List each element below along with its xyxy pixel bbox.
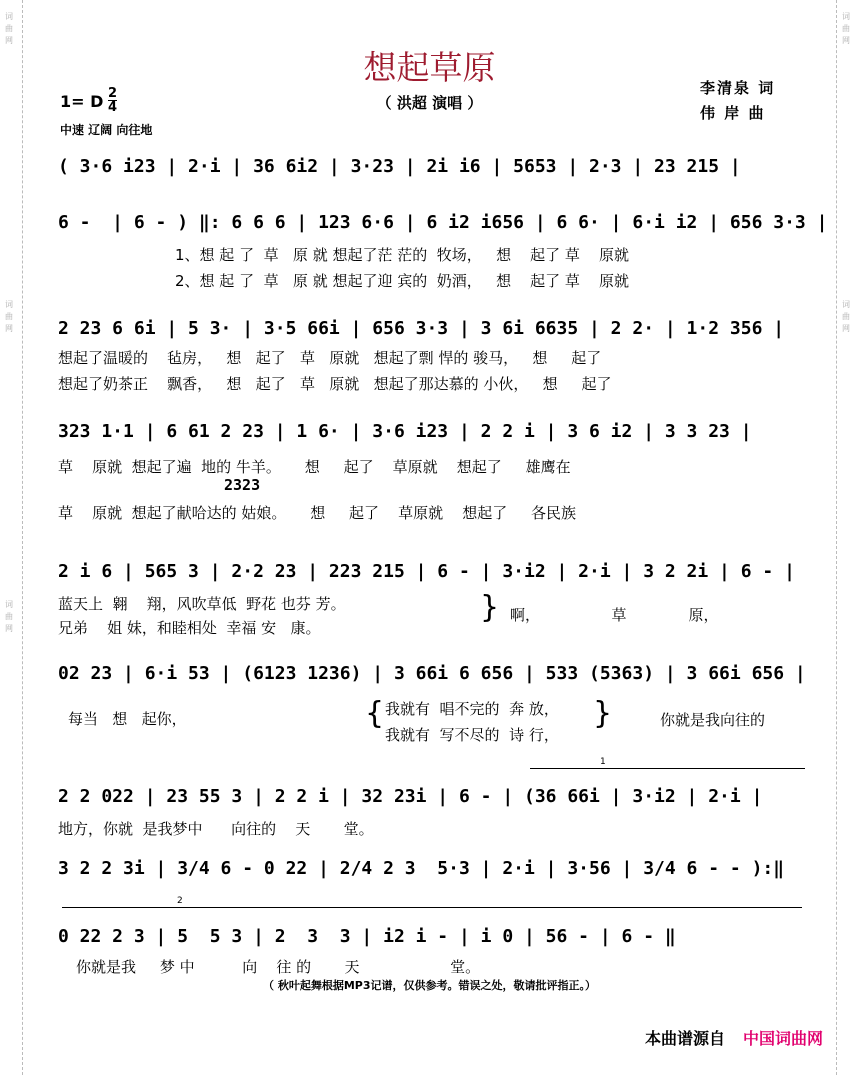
lyricist: 李清泉 词 — [700, 79, 776, 97]
right-margin-watermark — [836, 0, 859, 1075]
lyric-line-6d: 你就是我向往的 — [660, 711, 766, 729]
source-label: 本曲谱源自 — [644, 1029, 725, 1048]
watermark-char: 曲 — [842, 24, 850, 33]
watermark-char: 词 — [842, 300, 850, 309]
lyric-line-5c: 啊， 草 原， — [510, 606, 719, 624]
performer: （ 洪超 演唱 ） — [376, 94, 483, 112]
lyric-line-5b: 兄弟 姐 妹，和睦相处 幸福 安 康。 — [58, 619, 321, 637]
score-line-9: 0 22 2 3 | 5 5 3 | 2 3 3 | i2 i - | i 0 | 56 - | 6 - ‖ — [58, 926, 676, 947]
time-bottom: 4 — [108, 100, 118, 115]
tempo-marking: 中速 辽阔 向往地 — [60, 123, 153, 137]
site-link[interactable]: 中国词曲网 — [742, 1029, 823, 1048]
alt-notes: 2323 — [224, 476, 261, 494]
watermark-char: 词 — [5, 600, 13, 609]
score-line-4: 323 1·1 | 6 61 2 23 | 1 6· | 3·6 i23 | 2 2 i | 3 6 i2 | 3 3 23 | — [58, 421, 752, 442]
lyric-line-3b: 想起了奶茶正 飘香， 想 起了 草 原就 想起了那达慕的 小伙， 想 起了 — [58, 375, 612, 393]
composer: 伟 岸 曲 — [700, 104, 766, 122]
lyric-line-5a: 蓝天上 翱 翔，风吹草低 野花 也芬 芳。 — [58, 595, 346, 613]
watermark-char: 词 — [5, 300, 13, 309]
first-ending — [530, 757, 805, 779]
score-line-3: 2 23 6 6i | 5 3· | 3·5 66i | 656 3·3 | 3 6i 6635 | 2 2· | 1·2 356 | — [58, 318, 785, 339]
watermark-char: 网 — [5, 324, 13, 333]
watermark-char: 网 — [842, 324, 850, 333]
volta-number: 1 — [600, 757, 606, 767]
transcription-note: （ 秋叶起舞根据MP3记谱，仅供参考。错误之处，敬请批评指正。） — [263, 979, 596, 992]
lyric-line-6b: 我就有 唱不完的 奔 放， — [385, 700, 559, 718]
watermark-char: 曲 — [842, 312, 850, 321]
brace: } — [480, 590, 500, 625]
watermark-char: 曲 — [5, 312, 13, 321]
score-line-5: 2 i 6 | 565 3 | 2·2 23 | 223 215 | 6 - | 3·i2 | 2·i | 3 2 2i | 6 - | — [58, 561, 795, 582]
brace: { — [365, 696, 385, 731]
lyric-line-4b: 草 原就 想起了献哈达的 姑娘。 想 起了 草原就 想起了 各民族 — [58, 504, 577, 522]
score-line-6: 02 23 | 6·i 53 | (6123 1236) | 3 66i 6 656 | 533 (5363) | 3 66i 656 | — [58, 663, 806, 684]
score-line-8: 3 2 2 3i | 3/4 6 - 0 22 | 2/4 2 3 5·3 | 2·i | 3·56 | 3/4 6 - - ):‖ — [58, 858, 785, 879]
watermark-char: 网 — [5, 624, 13, 633]
score-line-1: ( 3·6 i23 | 2·i | 36 6i2 | 3·23 | 2i i6 | 5653 | 2·3 | 23 215 | — [58, 156, 741, 177]
watermark-char: 网 — [5, 36, 13, 45]
lyric-line-4a: 草 原就 想起了遍 地的 牛羊。 想 起了 草原就 想起了 雄鹰在 — [58, 458, 571, 476]
lyric-line-6c: 我就有 写不尽的 诗 行， — [385, 726, 559, 744]
lyric-line-7: 地方，你就 是我梦中 向往的 天 堂。 — [58, 820, 374, 838]
time-top: 2 — [108, 86, 118, 101]
score-line-7: 2 2 022 | 23 55 3 | 2 2 i | 32 23i | 6 - | (36 66i | 3·i2 | 2·i | — [58, 786, 763, 807]
time-signature — [108, 87, 117, 114]
lyric-line-6a: 每当 想 起你， — [68, 710, 187, 728]
left-margin-watermark — [0, 0, 23, 1075]
brace: } — [593, 696, 613, 731]
lyric-line-2a: 1、想 起 了 草 原 就 想起了茫 茫的 牧场， 想 起了 草 原就 — [175, 246, 629, 264]
watermark-char: 曲 — [5, 24, 13, 33]
watermark-char: 网 — [842, 36, 850, 45]
second-ending — [62, 896, 802, 918]
key-signature: 1= D — [60, 92, 104, 111]
volta-number: 2 — [177, 896, 183, 906]
watermark-char: 词 — [842, 12, 850, 21]
song-title: 想起草原 — [363, 48, 496, 87]
watermark-char: 曲 — [5, 612, 13, 621]
lyric-line-3a: 想起了温暖的 毡房， 想 起了 草 原就 想起了剽 悍的 骏马， 想 起了 — [58, 349, 602, 367]
watermark-char: 词 — [5, 12, 13, 21]
lyric-line-9: 你就是我 梦 中 向 往 的 天 堂。 — [76, 958, 481, 976]
lyric-line-2b: 2、想 起 了 草 原 就 想起了迎 宾的 奶酒， 想 起了 草 原就 — [175, 272, 629, 290]
score-line-2: 6 - | 6 - ) ‖: 6 6 6 | 123 6·6 | 6 i2 i656 | 6 6· | 6·i i2 | 656 3·3 | — [58, 212, 828, 233]
footer — [645, 1026, 823, 1049]
